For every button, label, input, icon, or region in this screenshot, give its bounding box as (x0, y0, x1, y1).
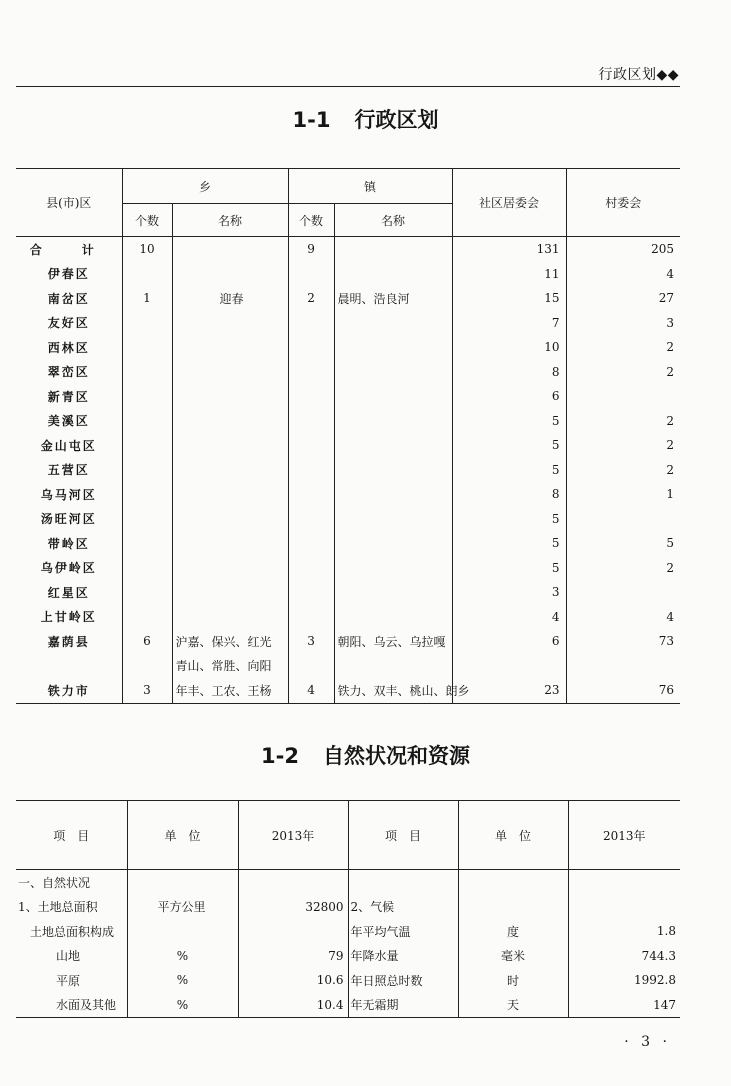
table-row (16, 482, 680, 507)
township-names-cell: 沪嘉、保兴、红光 (172, 629, 288, 654)
unit-cell: % (127, 944, 238, 969)
community-cell (452, 654, 566, 679)
village-cell: 4 (566, 605, 680, 630)
village-cell (566, 507, 680, 532)
town-count-cell (288, 360, 334, 385)
table-row (16, 507, 680, 532)
town-count-cell (288, 580, 334, 605)
town-count-cell (288, 311, 334, 336)
township-count-cell (122, 458, 172, 483)
value2-cell (568, 895, 680, 920)
town-names-cell (334, 605, 452, 630)
community-cell: 8 (452, 360, 566, 385)
town-names-cell: 铁力、双丰、桃山、朗乡 (334, 678, 452, 703)
community-cell: 5 (452, 458, 566, 483)
town-count-cell (288, 482, 334, 507)
town-count-cell (288, 531, 334, 556)
community-cell: 4 (452, 605, 566, 630)
header-year: 2013年 (238, 801, 348, 870)
township-names-cell (172, 482, 288, 507)
region-cell: 汤旺河区 (40, 512, 97, 527)
village-cell: 73 (566, 629, 680, 654)
community-cell: 23 (452, 678, 566, 703)
value-cell: 10.4 (238, 993, 348, 1018)
township-names-cell (172, 605, 288, 630)
unit-cell: % (127, 968, 238, 993)
village-cell: 2 (566, 335, 680, 360)
community-cell: 10 (452, 335, 566, 360)
item-cell: 平原 (56, 973, 81, 988)
township-names-cell: 迎春 (172, 286, 288, 311)
village-cell (566, 384, 680, 409)
table-row (16, 654, 680, 679)
township-count-cell (122, 605, 172, 630)
value-cell: 32800 (238, 895, 348, 920)
community-cell: 15 (452, 286, 566, 311)
region-cell: 上甘岭区 (40, 610, 97, 625)
region-cell: 带岭区 (47, 536, 90, 551)
item2-cell: 年无霜期 (348, 993, 458, 1018)
unit-cell (127, 870, 238, 895)
table-row (16, 968, 680, 993)
town-count-cell: 4 (288, 678, 334, 703)
item2-cell: 年降水量 (348, 944, 458, 969)
value2-cell: 1.8 (568, 919, 680, 944)
region-cell (16, 654, 122, 679)
table-row (16, 360, 680, 385)
town-count-cell (288, 654, 334, 679)
item-cell: 山地 (56, 949, 81, 964)
unit2-cell (458, 870, 568, 895)
table-row (16, 531, 680, 556)
village-cell: 4 (566, 262, 680, 287)
value2-cell (568, 870, 680, 895)
item-cell: 水面及其他 (16, 993, 127, 1018)
town-count-cell: 3 (288, 629, 334, 654)
village-cell: 2 (566, 409, 680, 434)
item-cell: 土地总面积构成 (30, 924, 115, 939)
town-names-cell (334, 311, 452, 336)
item2-cell (348, 870, 458, 895)
town-names-cell (334, 384, 452, 409)
table-row (16, 993, 680, 1018)
table1-title-text: 行政区划 (354, 108, 439, 132)
region-cell: 伊春区 (47, 267, 90, 282)
community-cell: 8 (452, 482, 566, 507)
table-row (16, 237, 680, 262)
unit-cell (127, 919, 238, 944)
header-township-names: 名称 (172, 204, 288, 237)
township-count-cell (122, 482, 172, 507)
unit-cell: 平方公里 (127, 895, 238, 920)
header-unit-2: 单 位 (458, 801, 568, 870)
township-count-cell (122, 531, 172, 556)
town-names-cell: 晨明、浩良河 (334, 286, 452, 311)
community-cell: 11 (452, 262, 566, 287)
unit2-cell: 天 (458, 993, 568, 1018)
township-count-cell (122, 262, 172, 287)
table-row (16, 262, 680, 287)
town-count-cell (288, 458, 334, 483)
running-header: 行政区划◆◆ (598, 67, 679, 83)
village-cell: 2 (566, 458, 680, 483)
table-row (16, 384, 680, 409)
unit2-cell: 度 (458, 919, 568, 944)
community-cell: 5 (452, 507, 566, 532)
header-town: 镇 (288, 169, 452, 204)
region-cell: 嘉荫县 (47, 634, 90, 649)
township-count-cell (122, 433, 172, 458)
village-cell: 1 (566, 482, 680, 507)
town-names-cell (334, 335, 452, 360)
town-names-cell (334, 237, 452, 262)
value-cell: 10.6 (238, 968, 348, 993)
region-cell: 金山屯区 (40, 438, 97, 453)
village-cell: 3 (566, 311, 680, 336)
table-row (16, 870, 680, 895)
town-count-cell (288, 335, 334, 360)
header-item-2: 项 目 (348, 801, 458, 870)
table1-number: 1-1 (292, 108, 331, 132)
town-count-cell: 2 (288, 286, 334, 311)
natural-resources-table (16, 800, 680, 1018)
township-names-cell (172, 311, 288, 336)
township-count-cell: 3 (122, 678, 172, 703)
table2-title (0, 740, 731, 770)
header-township-count: 个数 (122, 204, 172, 237)
header-town-names: 名称 (334, 204, 452, 237)
table-row (16, 895, 680, 920)
township-names-cell (172, 507, 288, 532)
community-cell: 6 (452, 384, 566, 409)
value-cell (238, 919, 348, 944)
village-cell (566, 580, 680, 605)
town-count-cell (288, 605, 334, 630)
table-row (16, 458, 680, 483)
item-cell: 1、土地总面积 (18, 900, 98, 915)
township-names-cell (172, 531, 288, 556)
town-count-cell (288, 384, 334, 409)
table-row (16, 433, 680, 458)
unit2-cell (458, 895, 568, 920)
region-cell: 西林区 (47, 340, 90, 355)
township-names-cell (172, 237, 288, 262)
township-names-cell (172, 384, 288, 409)
value2-cell: 147 (568, 993, 680, 1018)
table-row (16, 605, 680, 630)
township-count-cell: 10 (122, 237, 172, 262)
region-cell: 美溪区 (47, 414, 90, 429)
header-village: 村委会 (566, 169, 680, 237)
township-names-cell (172, 580, 288, 605)
region-cell: 五营区 (47, 463, 90, 478)
item2-cell: 2、气候 (348, 895, 458, 920)
community-cell: 5 (452, 409, 566, 434)
community-cell: 5 (452, 433, 566, 458)
township-names-cell (172, 335, 288, 360)
unit2-cell: 时 (458, 968, 568, 993)
town-names-cell (334, 360, 452, 385)
table-row (16, 311, 680, 336)
community-cell: 131 (452, 237, 566, 262)
township-names-cell: 青山、常胜、向阳 (172, 654, 288, 679)
community-cell: 7 (452, 311, 566, 336)
village-cell: 2 (566, 360, 680, 385)
town-names-cell (334, 458, 452, 483)
community-cell: 5 (452, 531, 566, 556)
value2-cell: 744.3 (568, 944, 680, 969)
table-row (16, 919, 680, 944)
header-township: 乡 (122, 169, 288, 204)
value2-cell: 1992.8 (568, 968, 680, 993)
item2-cell: 年平均气温 (348, 919, 458, 944)
header-town-count: 个数 (288, 204, 334, 237)
village-cell: 2 (566, 556, 680, 581)
town-names-cell (334, 654, 452, 679)
town-names-cell (334, 262, 452, 287)
table-row (16, 335, 680, 360)
township-count-cell (122, 384, 172, 409)
region-cell: 合 计 (29, 242, 108, 257)
value-cell (238, 870, 348, 895)
item-cell: 一、自然状况 (18, 875, 91, 890)
township-count-cell (122, 654, 172, 679)
unit2-cell: 毫米 (458, 944, 568, 969)
community-cell: 3 (452, 580, 566, 605)
township-count-cell (122, 311, 172, 336)
town-names-cell (334, 433, 452, 458)
value-cell: 79 (238, 944, 348, 969)
region-cell: 新青区 (47, 389, 90, 404)
town-count-cell (288, 262, 334, 287)
region-cell: 乌马河区 (40, 487, 97, 502)
page-number: · 3 · (624, 1034, 671, 1050)
region-cell: 红星区 (47, 585, 90, 600)
town-count-cell (288, 507, 334, 532)
village-cell: 76 (566, 678, 680, 703)
township-count-cell: 6 (122, 629, 172, 654)
township-count-cell: 1 (122, 286, 172, 311)
town-names-cell (334, 580, 452, 605)
village-cell: 205 (566, 237, 680, 262)
table-row (16, 286, 680, 311)
table-row (16, 678, 680, 703)
township-count-cell (122, 580, 172, 605)
town-count-cell: 9 (288, 237, 334, 262)
region-cell: 铁力市 (16, 678, 122, 703)
table2-title-text: 自然状况和资源 (322, 744, 470, 768)
township-names-cell (172, 360, 288, 385)
township-names-cell (172, 262, 288, 287)
township-count-cell (122, 335, 172, 360)
township-names-cell (172, 409, 288, 434)
township-count-cell (122, 507, 172, 532)
town-names-cell (334, 556, 452, 581)
table2-number: 1-2 (261, 744, 299, 768)
community-cell: 6 (452, 629, 566, 654)
header-item: 项 目 (16, 801, 127, 870)
table-row (16, 580, 680, 605)
township-names-cell: 年丰、工农、王杨 (172, 678, 288, 703)
region-cell: 翠峦区 (47, 365, 90, 380)
header-year-2: 2013年 (568, 801, 680, 870)
item2-cell: 年日照总时数 (348, 968, 458, 993)
admin-division-table (16, 168, 680, 704)
table-row (16, 409, 680, 434)
village-cell: 27 (566, 286, 680, 311)
township-names-cell (172, 433, 288, 458)
header-rule (16, 86, 680, 87)
header-community: 社区居委会 (452, 169, 566, 237)
village-cell (566, 654, 680, 679)
table-row (16, 556, 680, 581)
township-count-cell (122, 556, 172, 581)
region-cell: 友好区 (47, 316, 90, 331)
township-count-cell (122, 360, 172, 385)
township-names-cell (172, 556, 288, 581)
table1-title (0, 104, 731, 134)
town-names-cell (334, 482, 452, 507)
region-cell: 乌伊岭区 (40, 561, 97, 576)
town-count-cell (288, 433, 334, 458)
town-names-cell (334, 507, 452, 532)
header-unit: 单 位 (127, 801, 238, 870)
town-names-cell (334, 409, 452, 434)
town-names-cell (334, 531, 452, 556)
table-row (16, 629, 680, 654)
village-cell: 5 (566, 531, 680, 556)
town-names-cell: 朝阳、乌云、乌拉嘎 (334, 629, 452, 654)
township-count-cell (122, 409, 172, 434)
town-count-cell (288, 409, 334, 434)
village-cell: 2 (566, 433, 680, 458)
unit-cell: % (127, 993, 238, 1018)
table-row (16, 944, 680, 969)
town-count-cell (288, 556, 334, 581)
header-region: 县(市)区 (16, 169, 122, 237)
township-names-cell (172, 458, 288, 483)
region-cell: 南岔区 (47, 291, 90, 306)
community-cell: 5 (452, 556, 566, 581)
